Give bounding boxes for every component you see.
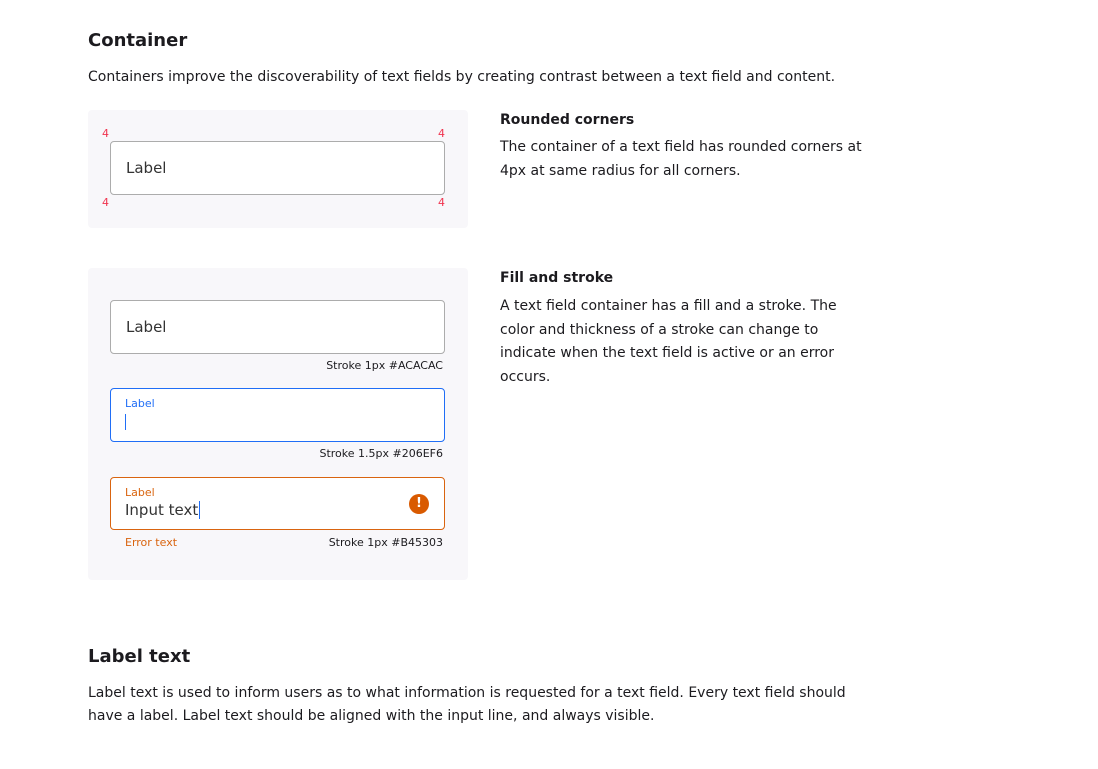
error-icon: ! [409, 494, 429, 514]
text-cursor [125, 414, 126, 430]
stroke-caption: Stroke 1px #B45303 [328, 536, 443, 549]
error-text-field[interactable] [110, 477, 445, 530]
stroke-caption: Stroke 1.5px #206EF6 [319, 447, 443, 460]
example-text-field[interactable] [110, 141, 445, 195]
rounded-corners-text: The container of a text field has rounded corners at 4px at same radius for all corners. [500, 139, 862, 179]
label-text-heading: Label text [88, 646, 191, 667]
field-label: Label [125, 397, 155, 410]
field-label: Label [126, 159, 167, 177]
default-text-field[interactable] [110, 300, 445, 354]
error-text: Error text [125, 536, 178, 549]
field-label: Label [125, 486, 155, 499]
stroke-caption: Stroke 1px #ACACAC [326, 359, 443, 372]
field-value: Input text [125, 501, 199, 519]
rounded-corners-title: Rounded corners [500, 112, 635, 128]
container-heading: Container [88, 30, 188, 51]
active-text-field[interactable] [110, 388, 445, 442]
corner-radius-label: 4 [438, 196, 445, 209]
corner-radius-label: 4 [102, 127, 109, 140]
label-text-description: Label text is used to inform users as to what information is requested for a text field. Every text field should have a label. Label text should be aligned with the input line, and always visible. [88, 685, 846, 724]
container-description: Containers improve the discoverability of text fields by creating contrast between a text field and content. [88, 69, 836, 85]
field-label: Label [126, 318, 167, 336]
fill-stroke-title: Fill and stroke [500, 270, 614, 286]
corner-radius-label: 4 [438, 127, 445, 140]
corner-radius-label: 4 [102, 196, 109, 209]
fill-stroke-text: A text field container has a fill and a stroke. The color and thickness of a stroke can change to indicate when the text field is active or an error occurs. [500, 298, 837, 385]
